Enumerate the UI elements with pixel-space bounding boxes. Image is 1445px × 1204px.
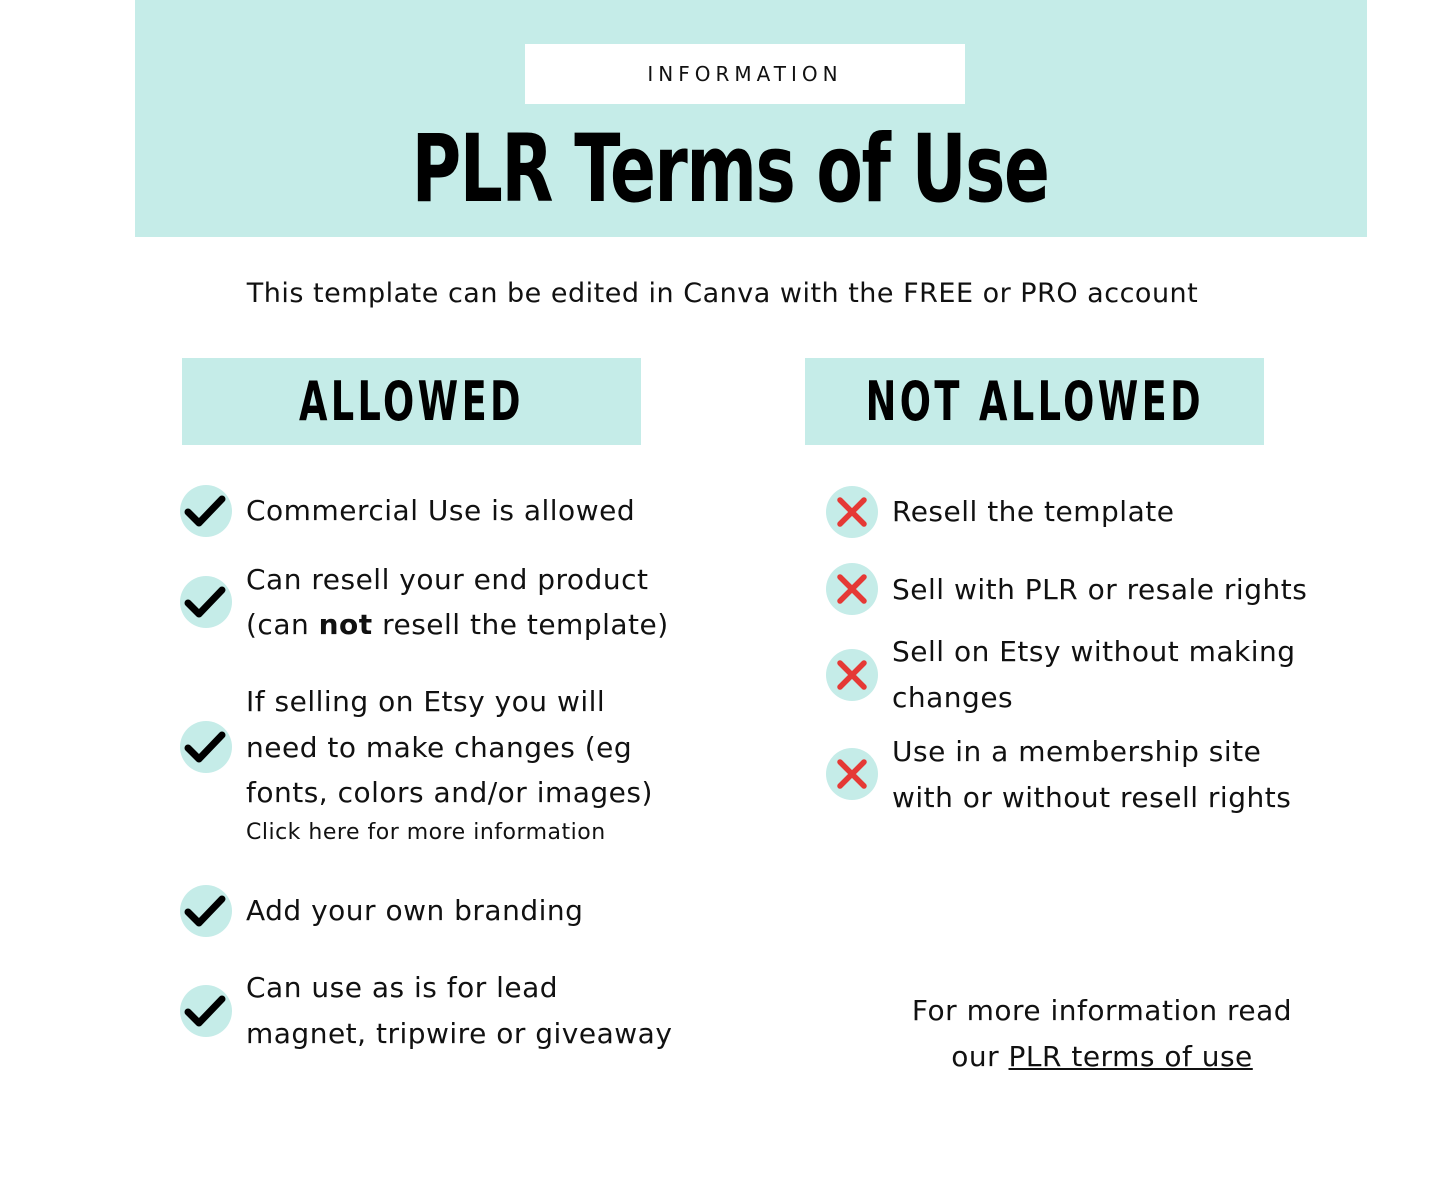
information-label [525, 44, 965, 104]
cross-icon [826, 486, 878, 538]
not-allowed-item-text: Sell with PLR or resale rights [892, 573, 1308, 606]
check-icon [180, 721, 232, 773]
cross-icon [826, 748, 878, 800]
emphasis-not: not [318, 608, 373, 641]
not-allowed-heading [805, 358, 1264, 445]
footer-line1: For more information read [911, 994, 1293, 1027]
check-icon [180, 885, 232, 937]
allowed-item-text: Can resell your end product [246, 563, 649, 596]
more-info-link[interactable]: Click here for more information [246, 820, 606, 845]
cross-icon [826, 649, 878, 701]
allowed-item-text-line2: magnet, tripwire or giveaway [246, 1017, 673, 1050]
not-allowed-item-text: Resell the template [892, 495, 1175, 528]
information-label-text: INFORMATION [647, 62, 843, 86]
not-allowed-heading-text: NOT ALLOWED [865, 370, 1204, 433]
check-icon [180, 485, 232, 537]
not-allowed-item-text-line2: with or without resell rights [892, 781, 1292, 814]
allowed-item-text: Can use as is for lead [246, 971, 559, 1004]
not-allowed-item-text-line2: changes [892, 681, 1014, 714]
allowed-item-text-line2: (can not resell the template) [246, 608, 669, 641]
page-title: PLR Terms of Use [411, 115, 1049, 224]
allowed-item-text-line3: fonts, colors and/or images) [246, 776, 653, 809]
check-icon [180, 576, 232, 628]
allowed-heading-text: ALLOWED [299, 370, 524, 433]
footer-note [860, 988, 1344, 1080]
allowed-item-text-line2: need to make changes (eg [246, 731, 633, 764]
not-allowed-item-text: Use in a membership site [892, 735, 1262, 768]
footer-line2: our PLR terms of use [951, 1040, 1253, 1073]
subtitle: This template can be edited in Canva with the FREE or PRO account [246, 278, 1199, 309]
allowed-heading [182, 358, 641, 445]
allowed-item-text: Commercial Use is allowed [246, 494, 636, 527]
not-allowed-item-text: Sell on Etsy without making [892, 635, 1296, 668]
allowed-item-text: If selling on Etsy you will [246, 685, 606, 718]
cross-icon [826, 563, 878, 615]
allowed-item-text: Add your own branding [246, 894, 584, 927]
check-icon [180, 985, 232, 1037]
plr-terms-link[interactable]: PLR terms of use [1008, 1040, 1253, 1073]
